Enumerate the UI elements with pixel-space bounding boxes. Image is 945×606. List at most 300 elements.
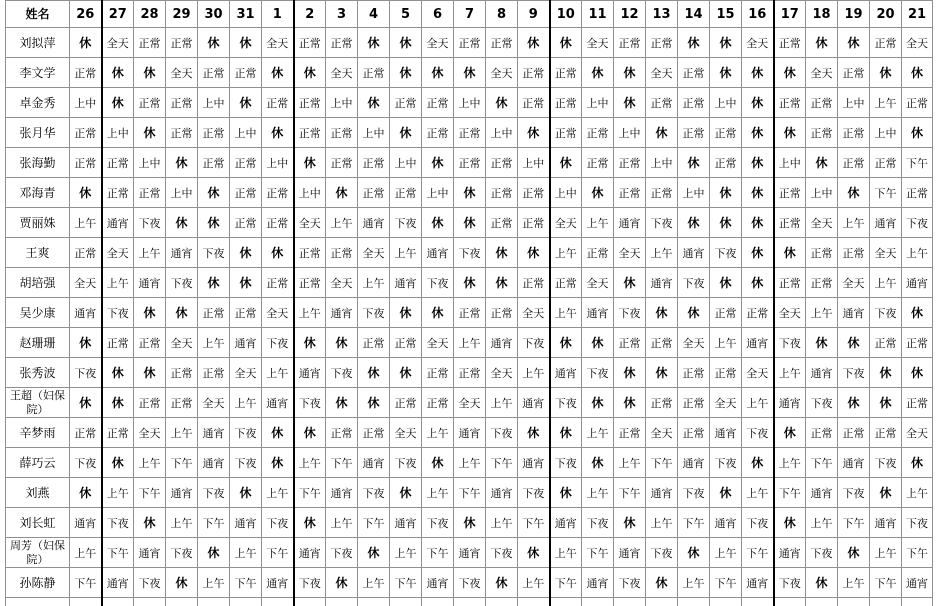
shift-cell[interactable]: 正常 <box>198 298 230 328</box>
shift-cell[interactable]: 正常 <box>230 148 262 178</box>
shift-cell[interactable]: 正常 <box>806 238 838 268</box>
shift-cell[interactable]: 下夜 <box>902 508 933 538</box>
shift-cell[interactable]: 休 <box>678 208 710 238</box>
shift-cell[interactable]: 通宵 <box>198 448 230 478</box>
shift-cell[interactable]: 正常 <box>518 58 550 88</box>
staff-name-cell[interactable]: 王爽 <box>6 238 70 268</box>
shift-cell[interactable]: 正常 <box>70 418 102 448</box>
staff-name-cell[interactable]: 张海勤 <box>6 148 70 178</box>
shift-cell[interactable]: 正常 <box>742 298 774 328</box>
shift-cell[interactable]: 下夜 <box>710 238 742 268</box>
shift-cell[interactable]: 休 <box>582 388 614 418</box>
shift-cell[interactable]: 休 <box>742 178 774 208</box>
shift-cell[interactable]: 通宵 <box>742 568 774 598</box>
empty-cell[interactable] <box>294 598 326 606</box>
shift-cell[interactable]: 下夜 <box>742 418 774 448</box>
shift-cell[interactable]: 全天 <box>326 268 358 298</box>
shift-cell[interactable]: 休 <box>838 28 870 58</box>
shift-cell[interactable]: 正常 <box>134 328 166 358</box>
shift-cell[interactable]: 下夜 <box>678 268 710 298</box>
shift-cell[interactable]: 正常 <box>518 268 550 298</box>
shift-cell[interactable]: 下午 <box>166 448 198 478</box>
shift-cell[interactable]: 通宵 <box>838 298 870 328</box>
staff-name-cell[interactable]: 刘长虹 <box>6 508 70 538</box>
shift-cell[interactable]: 上午 <box>870 88 902 118</box>
shift-cell[interactable]: 休 <box>198 178 230 208</box>
shift-cell[interactable]: 通宵 <box>710 418 742 448</box>
staff-name-cell[interactable]: 周芳（妇保院） <box>6 538 70 568</box>
shift-cell[interactable]: 上午 <box>806 298 838 328</box>
shift-cell[interactable]: 正常 <box>646 328 678 358</box>
shift-cell[interactable]: 上午 <box>582 478 614 508</box>
shift-cell[interactable]: 下夜 <box>518 478 550 508</box>
shift-cell[interactable]: 正常 <box>518 178 550 208</box>
shift-cell[interactable]: 通宵 <box>518 388 550 418</box>
shift-cell[interactable]: 休 <box>518 418 550 448</box>
shift-cell[interactable]: 休 <box>678 28 710 58</box>
shift-cell[interactable]: 休 <box>230 478 262 508</box>
shift-cell[interactable]: 上午 <box>838 568 870 598</box>
shift-cell[interactable]: 上午 <box>710 328 742 358</box>
shift-cell[interactable]: 休 <box>294 508 326 538</box>
shift-cell[interactable]: 正常 <box>486 28 518 58</box>
shift-cell[interactable]: 全天 <box>870 238 902 268</box>
shift-cell[interactable]: 正常 <box>806 268 838 298</box>
shift-cell[interactable]: 上中 <box>134 148 166 178</box>
shift-cell[interactable]: 通宵 <box>678 238 710 268</box>
shift-cell[interactable]: 正常 <box>262 88 294 118</box>
shift-cell[interactable]: 正常 <box>390 88 422 118</box>
shift-cell[interactable]: 上中 <box>710 88 742 118</box>
shift-cell[interactable]: 上午 <box>550 538 582 568</box>
shift-cell[interactable]: 休 <box>358 538 390 568</box>
shift-cell[interactable]: 休 <box>198 28 230 58</box>
shift-cell[interactable]: 上午 <box>486 508 518 538</box>
shift-cell[interactable]: 正常 <box>678 418 710 448</box>
shift-cell[interactable]: 下夜 <box>550 448 582 478</box>
shift-cell[interactable]: 通宵 <box>870 508 902 538</box>
shift-cell[interactable]: 正常 <box>230 208 262 238</box>
shift-cell[interactable]: 上午 <box>166 418 198 448</box>
shift-cell[interactable]: 通宵 <box>742 328 774 358</box>
shift-cell[interactable]: 上午 <box>134 448 166 478</box>
shift-cell[interactable]: 休 <box>710 28 742 58</box>
shift-cell[interactable]: 全天 <box>102 28 134 58</box>
shift-cell[interactable]: 休 <box>550 28 582 58</box>
shift-cell[interactable]: 正常 <box>70 148 102 178</box>
shift-cell[interactable]: 正常 <box>294 238 326 268</box>
shift-cell[interactable]: 休 <box>262 418 294 448</box>
staff-name-cell[interactable]: 胡培强 <box>6 268 70 298</box>
shift-cell[interactable]: 下夜 <box>806 538 838 568</box>
staff-name-cell[interactable]: 邓海青 <box>6 178 70 208</box>
shift-cell[interactable]: 全天 <box>486 358 518 388</box>
shift-cell[interactable]: 全天 <box>582 268 614 298</box>
shift-cell[interactable]: 正常 <box>326 148 358 178</box>
shift-cell[interactable]: 上中 <box>262 148 294 178</box>
shift-cell[interactable]: 正常 <box>614 148 646 178</box>
shift-cell[interactable]: 休 <box>454 178 486 208</box>
shift-cell[interactable]: 通宵 <box>422 568 454 598</box>
shift-cell[interactable]: 下午 <box>486 448 518 478</box>
shift-cell[interactable]: 通宵 <box>102 568 134 598</box>
shift-cell[interactable]: 全天 <box>294 208 326 238</box>
shift-cell[interactable]: 休 <box>870 388 902 418</box>
shift-cell[interactable]: 休 <box>774 58 806 88</box>
shift-cell[interactable]: 下午 <box>806 448 838 478</box>
shift-cell[interactable]: 休 <box>198 538 230 568</box>
shift-cell[interactable]: 休 <box>230 268 262 298</box>
shift-cell[interactable]: 通宵 <box>550 508 582 538</box>
shift-cell[interactable]: 休 <box>102 448 134 478</box>
shift-cell[interactable]: 全天 <box>134 418 166 448</box>
shift-cell[interactable]: 上午 <box>902 478 933 508</box>
shift-cell[interactable]: 下午 <box>518 508 550 538</box>
shift-cell[interactable]: 正常 <box>902 388 933 418</box>
shift-cell[interactable]: 休 <box>262 118 294 148</box>
shift-cell[interactable]: 上午 <box>326 508 358 538</box>
empty-cell[interactable] <box>198 598 230 606</box>
shift-cell[interactable]: 休 <box>326 178 358 208</box>
shift-cell[interactable]: 下夜 <box>582 508 614 538</box>
shift-cell[interactable]: 休 <box>358 388 390 418</box>
empty-cell[interactable] <box>230 598 262 606</box>
shift-cell[interactable]: 正常 <box>614 418 646 448</box>
shift-cell[interactable]: 休 <box>678 538 710 568</box>
shift-cell[interactable]: 通宵 <box>390 508 422 538</box>
shift-cell[interactable]: 正常 <box>390 178 422 208</box>
shift-cell[interactable]: 正常 <box>870 28 902 58</box>
shift-cell[interactable]: 上午 <box>774 448 806 478</box>
shift-cell[interactable]: 休 <box>422 58 454 88</box>
staff-name-cell[interactable]: 薛巧云 <box>6 448 70 478</box>
empty-cell[interactable] <box>326 598 358 606</box>
shift-cell[interactable]: 正常 <box>806 88 838 118</box>
shift-cell[interactable]: 休 <box>806 148 838 178</box>
shift-cell[interactable]: 休 <box>582 58 614 88</box>
shift-cell[interactable]: 休 <box>262 238 294 268</box>
shift-cell[interactable]: 全天 <box>774 298 806 328</box>
staff-name-cell[interactable]: 贾丽姝 <box>6 208 70 238</box>
shift-cell[interactable]: 正常 <box>678 88 710 118</box>
staff-name-cell[interactable]: 刘拟萍 <box>6 28 70 58</box>
shift-cell[interactable]: 通宵 <box>614 538 646 568</box>
shift-cell[interactable]: 休 <box>870 58 902 88</box>
shift-cell[interactable]: 休 <box>742 58 774 88</box>
shift-cell[interactable]: 下夜 <box>326 358 358 388</box>
shift-cell[interactable]: 休 <box>646 568 678 598</box>
shift-cell[interactable]: 休 <box>582 448 614 478</box>
shift-cell[interactable]: 正常 <box>294 118 326 148</box>
shift-cell[interactable]: 休 <box>838 388 870 418</box>
shift-cell[interactable]: 上中 <box>70 88 102 118</box>
shift-cell[interactable]: 休 <box>134 58 166 88</box>
shift-cell[interactable]: 正常 <box>198 358 230 388</box>
shift-cell[interactable]: 休 <box>454 268 486 298</box>
shift-cell[interactable]: 通宵 <box>326 298 358 328</box>
shift-cell[interactable]: 正常 <box>134 388 166 418</box>
shift-cell[interactable]: 上午 <box>870 268 902 298</box>
shift-cell[interactable]: 上午 <box>166 508 198 538</box>
shift-cell[interactable]: 休 <box>390 28 422 58</box>
shift-cell[interactable]: 休 <box>614 508 646 538</box>
shift-cell[interactable]: 下夜 <box>486 418 518 448</box>
shift-cell[interactable]: 休 <box>102 88 134 118</box>
shift-cell[interactable]: 下夜 <box>422 508 454 538</box>
shift-cell[interactable]: 下午 <box>390 568 422 598</box>
shift-cell[interactable]: 休 <box>422 298 454 328</box>
shift-cell[interactable]: 上中 <box>614 118 646 148</box>
shift-cell[interactable]: 通宵 <box>70 508 102 538</box>
shift-cell[interactable]: 休 <box>710 208 742 238</box>
shift-cell[interactable]: 全天 <box>838 268 870 298</box>
shift-cell[interactable]: 全天 <box>102 238 134 268</box>
shift-cell[interactable]: 全天 <box>70 268 102 298</box>
shift-cell[interactable]: 下午 <box>422 538 454 568</box>
shift-cell[interactable]: 正常 <box>294 88 326 118</box>
shift-cell[interactable]: 上午 <box>198 568 230 598</box>
shift-cell[interactable]: 休 <box>358 88 390 118</box>
shift-cell[interactable]: 休 <box>742 238 774 268</box>
shift-cell[interactable]: 通宵 <box>806 358 838 388</box>
shift-cell[interactable]: 上午 <box>326 208 358 238</box>
shift-cell[interactable]: 通宵 <box>838 448 870 478</box>
shift-cell[interactable]: 休 <box>646 298 678 328</box>
shift-cell[interactable]: 下夜 <box>614 298 646 328</box>
shift-cell[interactable]: 正常 <box>166 388 198 418</box>
shift-cell[interactable]: 下午 <box>614 478 646 508</box>
shift-cell[interactable]: 正常 <box>294 268 326 298</box>
shift-cell[interactable]: 下夜 <box>134 208 166 238</box>
shift-cell[interactable]: 休 <box>390 298 422 328</box>
shift-cell[interactable]: 通宵 <box>230 328 262 358</box>
shift-cell[interactable]: 正常 <box>710 118 742 148</box>
shift-cell[interactable]: 休 <box>102 358 134 388</box>
shift-cell[interactable]: 上午 <box>678 568 710 598</box>
shift-cell[interactable]: 通宵 <box>646 478 678 508</box>
shift-cell[interactable]: 休 <box>806 28 838 58</box>
shift-cell[interactable]: 休 <box>294 418 326 448</box>
shift-cell[interactable]: 休 <box>486 268 518 298</box>
empty-cell[interactable] <box>902 598 933 606</box>
shift-cell[interactable]: 下夜 <box>806 388 838 418</box>
shift-cell[interactable]: 休 <box>710 268 742 298</box>
shift-cell[interactable]: 下夜 <box>646 538 678 568</box>
shift-cell[interactable]: 上中 <box>774 148 806 178</box>
shift-cell[interactable]: 休 <box>614 388 646 418</box>
shift-cell[interactable]: 通宵 <box>326 478 358 508</box>
shift-cell[interactable]: 休 <box>390 58 422 88</box>
shift-cell[interactable]: 下午 <box>550 568 582 598</box>
shift-cell[interactable]: 休 <box>422 448 454 478</box>
shift-cell[interactable]: 正常 <box>102 328 134 358</box>
shift-cell[interactable]: 上午 <box>902 238 933 268</box>
shift-cell[interactable]: 全天 <box>422 28 454 58</box>
staff-name-cell[interactable]: 吴少康 <box>6 298 70 328</box>
shift-cell[interactable]: 全天 <box>742 358 774 388</box>
shift-cell[interactable]: 上午 <box>390 538 422 568</box>
shift-cell[interactable]: 上午 <box>646 508 678 538</box>
shift-cell[interactable]: 正常 <box>870 148 902 178</box>
empty-cell[interactable] <box>774 598 806 606</box>
shift-cell[interactable]: 休 <box>774 508 806 538</box>
shift-cell[interactable]: 上午 <box>870 538 902 568</box>
shift-cell[interactable]: 休 <box>102 58 134 88</box>
shift-cell[interactable]: 全天 <box>326 58 358 88</box>
shift-cell[interactable]: 上午 <box>838 208 870 238</box>
shift-cell[interactable]: 上午 <box>742 478 774 508</box>
shift-cell[interactable]: 正常 <box>390 328 422 358</box>
shift-cell[interactable]: 休 <box>454 58 486 88</box>
shift-cell[interactable]: 休 <box>486 88 518 118</box>
shift-cell[interactable]: 正常 <box>454 358 486 388</box>
shift-cell[interactable]: 通宵 <box>806 478 838 508</box>
shift-cell[interactable]: 正常 <box>550 118 582 148</box>
shift-cell[interactable]: 下夜 <box>774 568 806 598</box>
shift-cell[interactable]: 正常 <box>614 178 646 208</box>
empty-cell[interactable] <box>262 598 294 606</box>
shift-cell[interactable]: 上中 <box>870 118 902 148</box>
shift-cell[interactable]: 通宵 <box>166 238 198 268</box>
shift-cell[interactable]: 正常 <box>550 58 582 88</box>
shift-cell[interactable]: 正常 <box>582 238 614 268</box>
shift-cell[interactable]: 休 <box>742 118 774 148</box>
shift-cell[interactable]: 正常 <box>518 208 550 238</box>
shift-cell[interactable]: 正常 <box>838 118 870 148</box>
shift-cell[interactable]: 正常 <box>902 88 933 118</box>
shift-cell[interactable]: 休 <box>646 118 678 148</box>
shift-cell[interactable]: 正常 <box>102 418 134 448</box>
staff-name-cell[interactable]: 王超（妇保院） <box>6 388 70 418</box>
shift-cell[interactable]: 通宵 <box>294 538 326 568</box>
shift-cell[interactable]: 全天 <box>166 58 198 88</box>
shift-cell[interactable]: 下午 <box>646 448 678 478</box>
shift-cell[interactable]: 下夜 <box>646 208 678 238</box>
shift-cell[interactable]: 休 <box>838 178 870 208</box>
shift-cell[interactable]: 通宵 <box>358 448 390 478</box>
shift-cell[interactable]: 休 <box>166 298 198 328</box>
shift-cell[interactable]: 休 <box>870 358 902 388</box>
shift-cell[interactable]: 休 <box>550 328 582 358</box>
shift-cell[interactable]: 休 <box>326 568 358 598</box>
shift-cell[interactable]: 正常 <box>838 58 870 88</box>
shift-cell[interactable]: 休 <box>774 118 806 148</box>
shift-cell[interactable]: 正常 <box>614 28 646 58</box>
shift-cell[interactable]: 上午 <box>806 508 838 538</box>
shift-cell[interactable]: 下夜 <box>550 388 582 418</box>
shift-cell[interactable]: 正常 <box>454 28 486 58</box>
shift-cell[interactable]: 全天 <box>518 298 550 328</box>
shift-cell[interactable]: 通宵 <box>262 388 294 418</box>
shift-cell[interactable]: 休 <box>902 58 933 88</box>
shift-cell[interactable]: 休 <box>70 328 102 358</box>
shift-cell[interactable]: 下夜 <box>294 388 326 418</box>
shift-cell[interactable]: 正常 <box>230 298 262 328</box>
shift-cell[interactable]: 下夜 <box>262 508 294 538</box>
staff-name-cell[interactable]: 刘燕 <box>6 478 70 508</box>
shift-cell[interactable]: 通宵 <box>902 568 933 598</box>
shift-cell[interactable]: 休 <box>614 88 646 118</box>
shift-cell[interactable]: 正常 <box>70 58 102 88</box>
staff-name-cell[interactable]: 张秀波 <box>6 358 70 388</box>
shift-cell[interactable]: 下夜 <box>102 298 134 328</box>
shift-cell[interactable]: 下夜 <box>774 328 806 358</box>
shift-cell[interactable]: 休 <box>326 328 358 358</box>
shift-cell[interactable]: 正常 <box>710 298 742 328</box>
shift-cell[interactable]: 上午 <box>358 268 390 298</box>
shift-cell[interactable]: 正常 <box>166 358 198 388</box>
shift-cell[interactable]: 下夜 <box>358 478 390 508</box>
shift-cell[interactable]: 正常 <box>198 58 230 88</box>
shift-cell[interactable]: 上中 <box>390 148 422 178</box>
shift-cell[interactable]: 上午 <box>390 238 422 268</box>
shift-cell[interactable]: 休 <box>518 238 550 268</box>
shift-cell[interactable]: 上午 <box>582 208 614 238</box>
shift-cell[interactable]: 下夜 <box>358 298 390 328</box>
shift-cell[interactable]: 通宵 <box>614 208 646 238</box>
shift-cell[interactable]: 正常 <box>486 178 518 208</box>
shift-cell[interactable]: 休 <box>550 418 582 448</box>
shift-cell[interactable]: 下午 <box>870 178 902 208</box>
shift-cell[interactable]: 正常 <box>582 148 614 178</box>
shift-cell[interactable]: 休 <box>70 178 102 208</box>
shift-cell[interactable]: 下午 <box>262 538 294 568</box>
shift-cell[interactable]: 休 <box>518 118 550 148</box>
shift-cell[interactable]: 全天 <box>230 358 262 388</box>
shift-cell[interactable]: 休 <box>902 448 933 478</box>
shift-cell[interactable]: 正常 <box>774 28 806 58</box>
shift-cell[interactable]: 休 <box>518 538 550 568</box>
shift-cell[interactable]: 正常 <box>230 178 262 208</box>
shift-cell[interactable]: 休 <box>550 148 582 178</box>
shift-cell[interactable]: 全天 <box>646 58 678 88</box>
shift-cell[interactable]: 上午 <box>294 448 326 478</box>
shift-cell[interactable]: 上中 <box>518 148 550 178</box>
shift-cell[interactable]: 通宵 <box>358 208 390 238</box>
empty-cell[interactable] <box>390 598 422 606</box>
shift-cell[interactable]: 通宵 <box>294 358 326 388</box>
shift-cell[interactable]: 下午 <box>838 508 870 538</box>
empty-cell[interactable] <box>358 598 390 606</box>
shift-cell[interactable]: 通宵 <box>134 268 166 298</box>
shift-cell[interactable]: 下午 <box>134 478 166 508</box>
shift-cell[interactable]: 正常 <box>518 88 550 118</box>
shift-cell[interactable]: 上中 <box>454 88 486 118</box>
empty-cell[interactable] <box>166 598 198 606</box>
shift-cell[interactable]: 上午 <box>518 358 550 388</box>
shift-cell[interactable]: 正常 <box>422 88 454 118</box>
shift-cell[interactable]: 下夜 <box>614 568 646 598</box>
shift-cell[interactable]: 上中 <box>806 178 838 208</box>
shift-cell[interactable]: 下午 <box>294 478 326 508</box>
shift-cell[interactable]: 通宵 <box>582 568 614 598</box>
shift-cell[interactable]: 下午 <box>774 478 806 508</box>
shift-cell[interactable]: 休 <box>838 328 870 358</box>
shift-cell[interactable]: 正常 <box>550 268 582 298</box>
staff-name-cell[interactable]: 李文学 <box>6 58 70 88</box>
shift-cell[interactable]: 正常 <box>102 148 134 178</box>
shift-cell[interactable]: 上午 <box>422 418 454 448</box>
shift-cell[interactable]: 全天 <box>454 388 486 418</box>
empty-cell[interactable] <box>486 598 518 606</box>
shift-cell[interactable]: 上午 <box>550 238 582 268</box>
shift-cell[interactable]: 休 <box>422 208 454 238</box>
staff-name-cell[interactable]: 赵珊珊 <box>6 328 70 358</box>
shift-cell[interactable]: 通宵 <box>902 268 933 298</box>
shift-cell[interactable]: 下夜 <box>518 328 550 358</box>
shift-cell[interactable]: 全天 <box>422 328 454 358</box>
shift-cell[interactable]: 全天 <box>614 238 646 268</box>
